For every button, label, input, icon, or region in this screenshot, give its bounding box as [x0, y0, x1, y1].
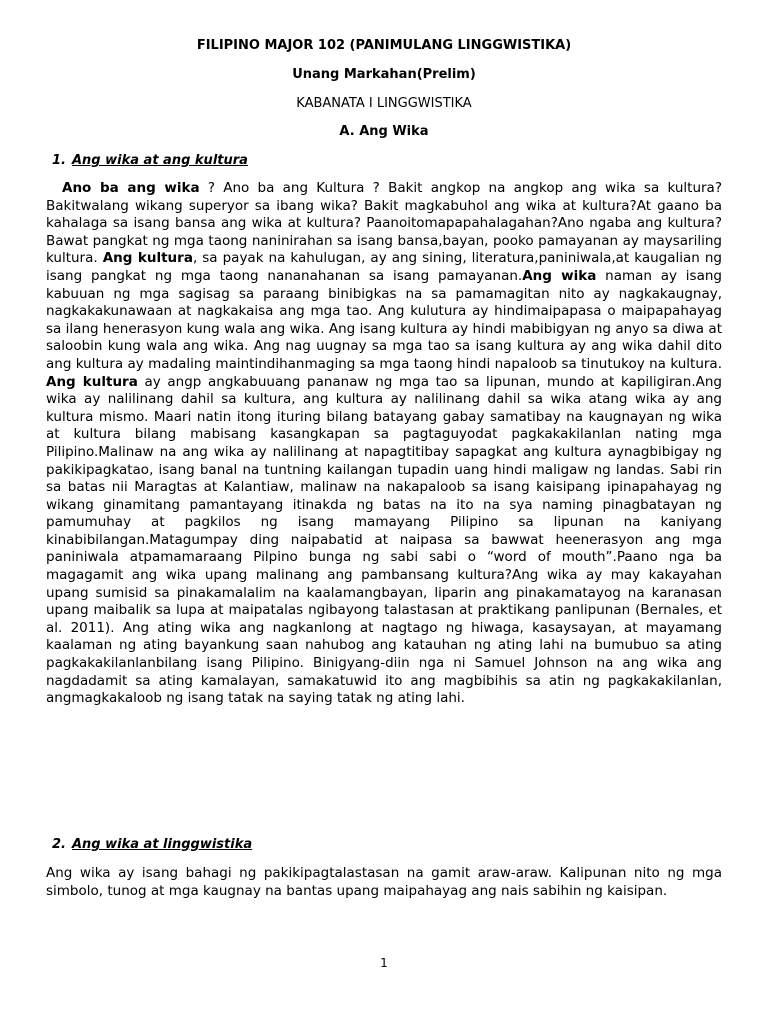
page-number: 1	[380, 956, 388, 970]
section-2-paragraph: Ang wika ay isang bahagi ng pakikipagtalastasan na gamit araw-araw. Kalipunan nito ng mga simbolo, tunog at mga kaugnay na bantas upang maipahayag ang nais sabihin ng kaisipan.	[46, 865, 722, 899]
section-1-heading	[52, 153, 248, 169]
section-2-number: 2.	[52, 837, 66, 852]
bold-phrase: Ano ba ang wika	[62, 180, 200, 196]
section-2-title: Ang wika at linggwistika	[71, 837, 253, 852]
bold-phrase: Ang kultura	[46, 373, 138, 390]
chapter-heading: KABANATA I LINGGWISTIKA	[296, 96, 472, 111]
section-1-title: Ang wika at ang kultura	[71, 153, 248, 168]
section-2-heading	[52, 837, 252, 853]
bold-phrase: Ang kultura	[102, 250, 193, 267]
bold-phrase: Ang wika	[522, 267, 597, 284]
paragraph-text: ay angp angkabuuang pananaw ng mga tao sa lipunan, mundo at kapiligiran.Ang wika ay nalilinang dahil sa kultura, ang kultura ay nalilinang dahil sa wika atang wika ay ang kultura mismo. Maari natin itong ituring bilang batayang gabay samatibay na kaugnayan ng wika at kultura bilang mabisang kasangkapan sa pagtaguyodat pagkakakilanlan nating mga Pilipino.Malinaw na ang wika ay nalilinang at napagtitibay sapagkat ang kultura aynagbibigay ng pakikipagkatao, isang banal na tuntning kailangan tupadin uang hindi maligaw ng landas. Sabi rin sa batas nii Maragtas at Kalantiaw, malinaw na nakapaloob sa isang kaisipang ipinapahayag ng wikang ginamitang pamantayang itinakda ng batas na ito na sya naming pinagbatayan ng pamumuhay at pagkilos ng isang mamayang Pilipino sa lipunan na kaniyang kinabibilangan.Matagumpay ding naipabatid at naipasa sa bawwat heenerasyon ang mga paniniwala atpamamaraang Pilpino bunga ng sabi sabi o “word of mouth”.Paano nga ba magagamit ang wika upang malinang ang pambansang kultura?Ang wika ay may kakayahan upang sumisid sa pinakamalalim na kaalamangbayan, liparin ang pinakamatayog na karanasan upang maibalik sa lupa at maipatalas ngibayong talastasan at praktikang panlipunan (Bernales, et al. 2011). Ang ating wika ang nagkanlong at nagtago ng hiwaga, kasaysayan, at mayamang kaalaman ng ating bayankung saan nahubog ang katauhan ng ating lahi na bumubuo sa ating pagkakakilanlanbilang isang Pilipino. Binigyang-diin nga ni Samuel Johnson na ang wika ang nagdadamit sa ating kamalayan, samakatuwid ito ang magbibihis sa atin ng pagkakakilanlan, angmagkakaloob ng isang tatak na saying tatak ng ating lahi.	[46, 373, 722, 707]
section-title: A. Ang Wika	[339, 124, 429, 139]
paragraph-text: ? Ano ba ang Kultura ? Bakit angkop na angkop ang wika sa kultura? Bakitwalang wikang superyor sa ibang wika? Bakit magkabuhol ang wika at kultura?At gaano ba kahalaga sa isang bansa ang wika at kultura? Paanoitomapapahalagahan?Ano ngaba ang kultura? Bawat pangkat ng mga taong naninirahan sa isang bansa,bayan, pooko pamayanan ay maysariling kultura.	[46, 180, 722, 267]
course-title: FILIPINO MAJOR 102 (PANIMULANG LINGGWISTIKA)	[196, 38, 572, 53]
section-1-paragraph	[46, 180, 722, 708]
section-1-number: 1.	[52, 153, 66, 168]
paragraph-text: naman ay isang kabuuan ng mga sagisag sa paraang binibigkas na sa pamamagitan nito ay nagkakaugnay, nagkakakunawaan at nagkakaisa ang mga tao. Ang kulutura ay hindimaipapasa o maipapahayag sa ilang henerasyon kung wala ang wika. Ang isang kultura ay hindi mabibigyan ng anyo sa diwa at saloobin kung wala ang wika. Ang nag uugnay sa mga tao sa isang kultura ay ang wika dahil dito ang kultura ay madaling maintindihanmaging sa mga taong hindi napaloob sa tinutukoy na kultura.	[46, 267, 722, 372]
paragraph-text: , sa payak na kahulugan, ay ang sining, literatura,paniniwala,at kaugalian ng isang pangkat ng mga taong nananahanan sa isang pamayanan.	[46, 250, 722, 284]
term-heading: Unang Markahan(Prelim)	[292, 67, 476, 82]
